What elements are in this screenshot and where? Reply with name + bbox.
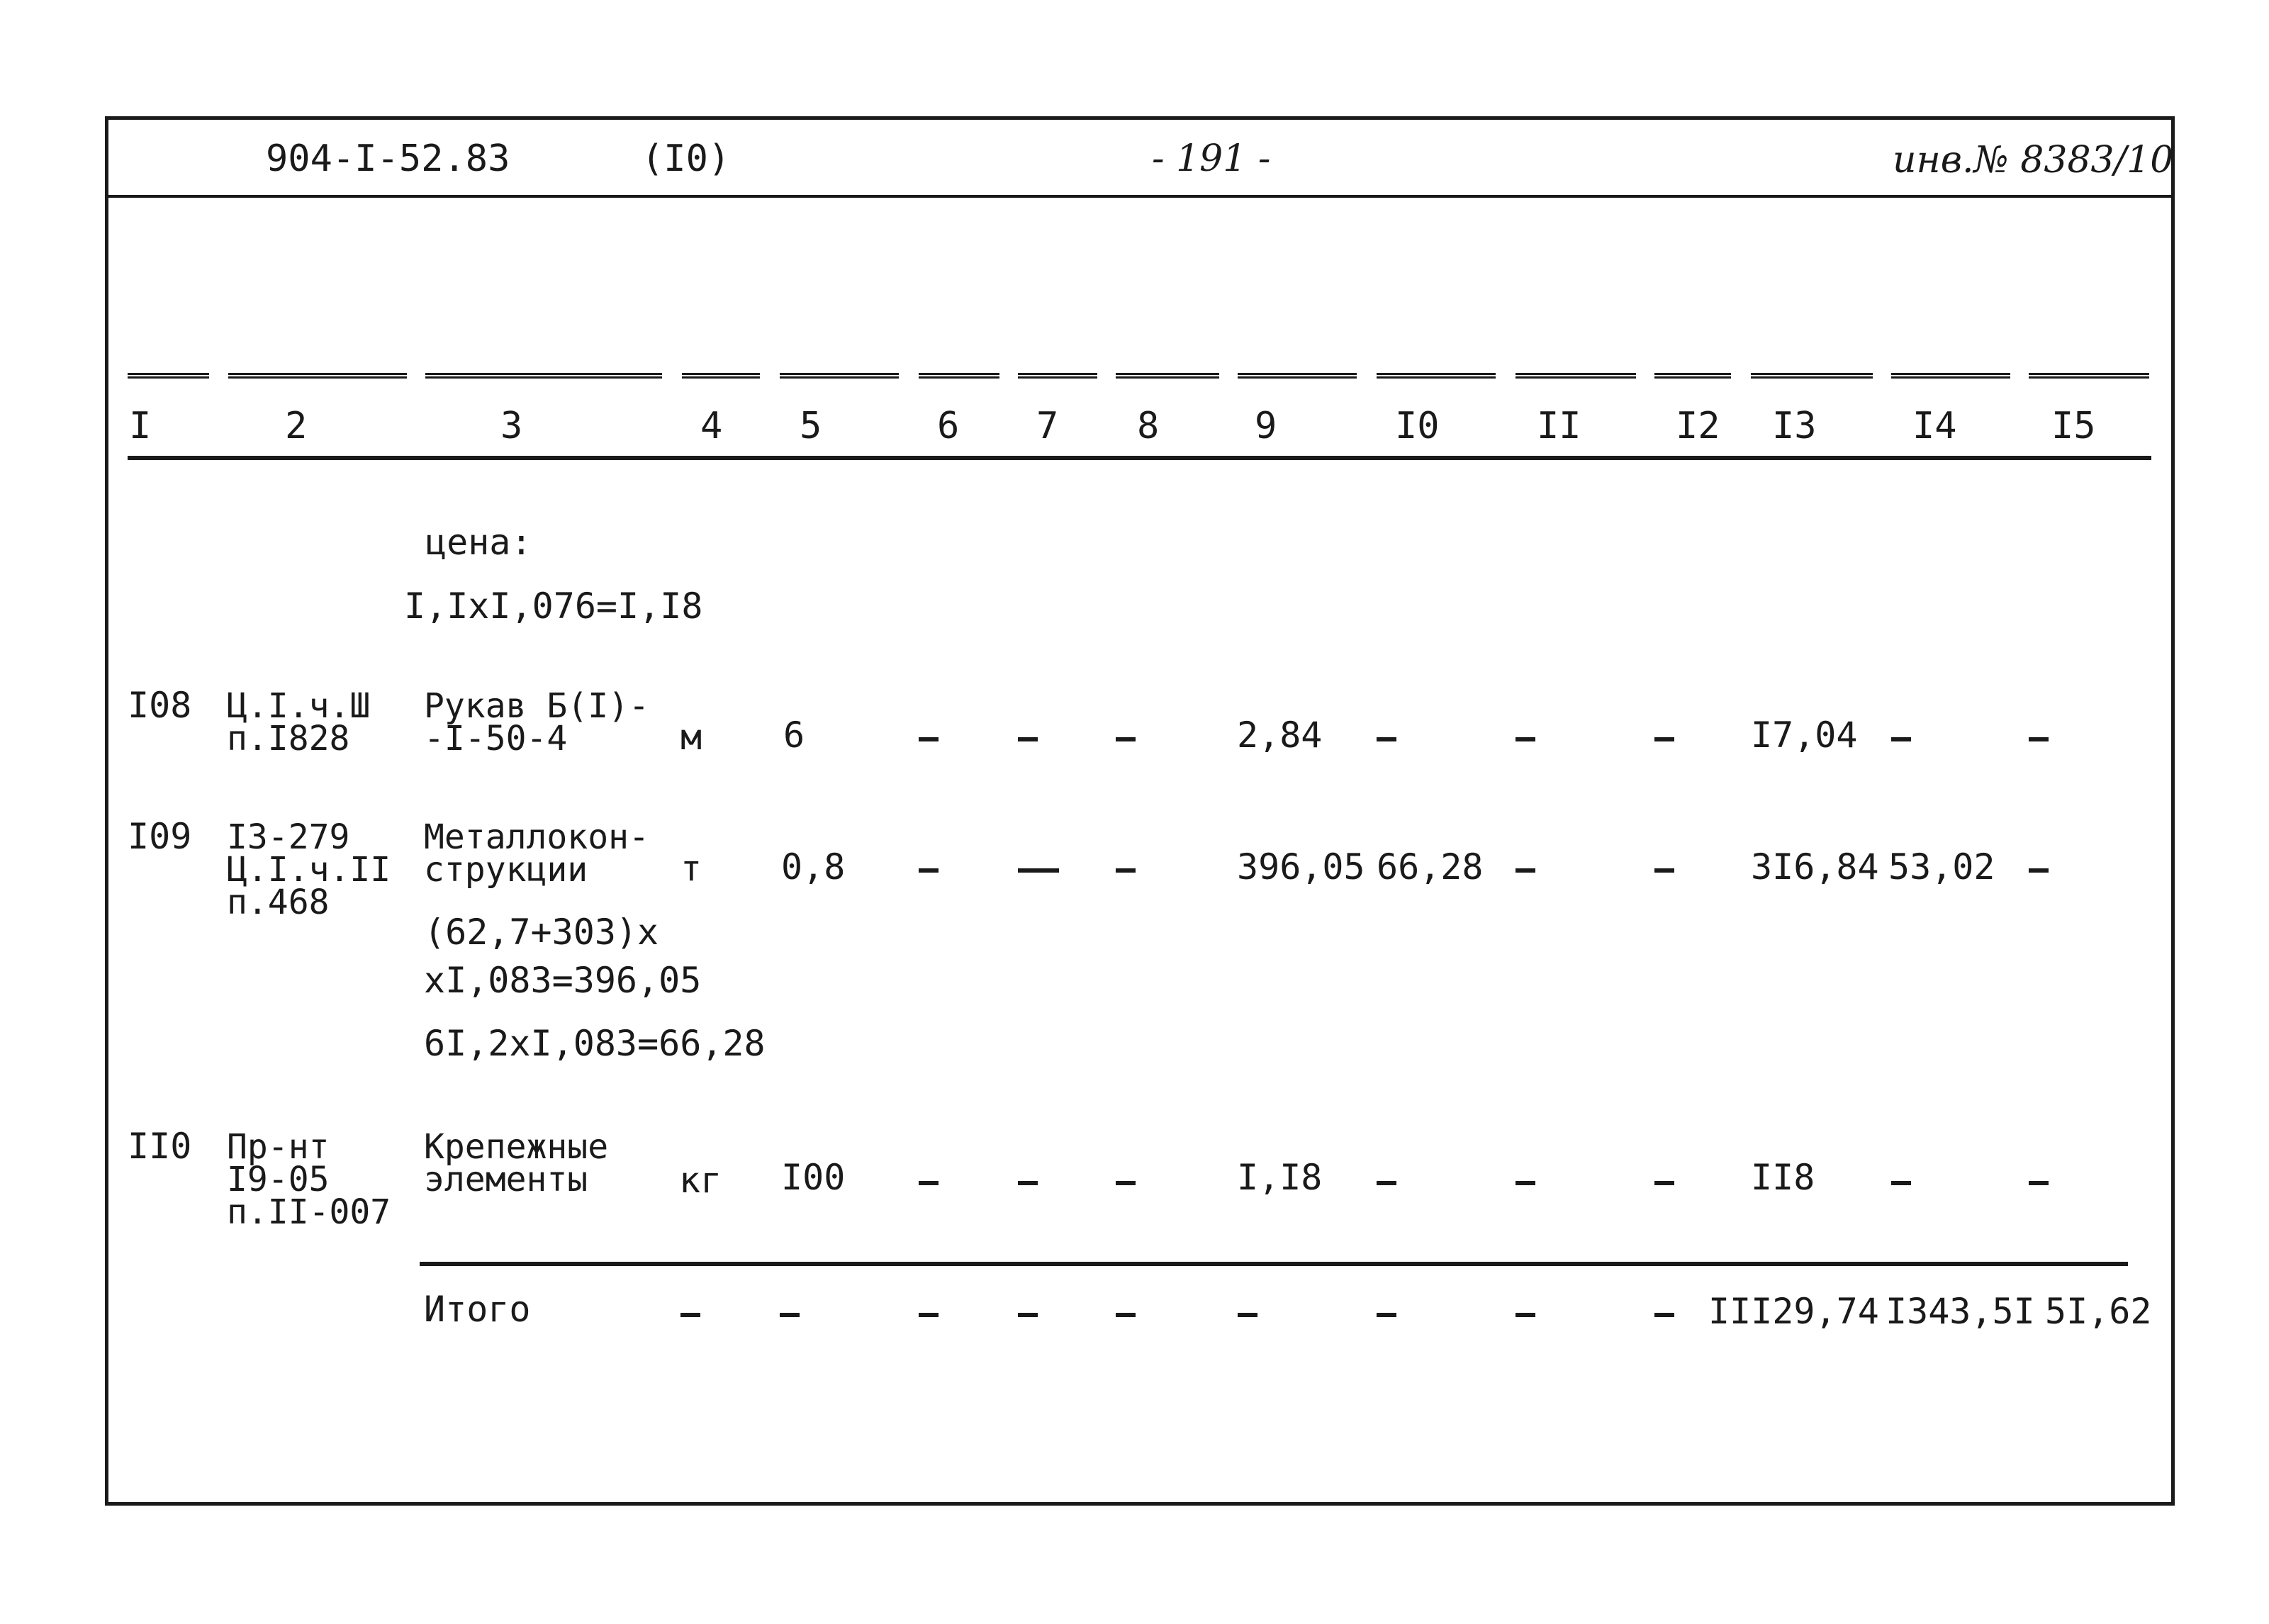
column-rule-1 bbox=[128, 373, 209, 379]
row-dash bbox=[919, 737, 939, 741]
row-code: Ц.I.ч.Ш bbox=[227, 686, 371, 726]
row-dash bbox=[1891, 737, 1911, 741]
total-dash bbox=[1018, 1313, 1038, 1317]
column-rule-12 bbox=[1654, 373, 1731, 379]
total-dash bbox=[1377, 1313, 1396, 1317]
column-rule-10 bbox=[1377, 373, 1496, 379]
row-col13: I7,04 bbox=[1751, 715, 1858, 756]
row-code: I9-05 bbox=[227, 1160, 330, 1199]
row-unit: м bbox=[680, 717, 702, 758]
row-unit: т bbox=[680, 848, 702, 889]
row-col13: 3I6,84 bbox=[1751, 846, 1879, 887]
price-formula: I,IxI,076=I,I8 bbox=[404, 586, 703, 627]
inventory-number: инв.№ 8383/10 bbox=[1893, 139, 2174, 181]
total-col14: I343,5I bbox=[1886, 1291, 2035, 1332]
row-number: I08 bbox=[128, 685, 192, 726]
price-label: цена: bbox=[425, 522, 532, 563]
row-name: Металлокон- bbox=[424, 817, 649, 857]
row-quantity: 0,8 bbox=[781, 846, 846, 887]
column-header-13: I3 bbox=[1772, 405, 1817, 447]
row-dash bbox=[1018, 1181, 1038, 1185]
row-dash bbox=[2029, 737, 2049, 741]
row-name: Рукав Б(I)- bbox=[424, 686, 649, 726]
column-rule-6 bbox=[919, 373, 999, 379]
total-dash bbox=[680, 1313, 700, 1317]
row-col9: I,I8 bbox=[1237, 1157, 1323, 1198]
row-dash bbox=[1377, 737, 1396, 741]
column-header-14: I4 bbox=[1912, 405, 1957, 447]
row-dash bbox=[1116, 737, 1136, 741]
row-dash bbox=[1018, 868, 1059, 873]
row-dash bbox=[919, 1181, 939, 1185]
column-header-9: 9 bbox=[1255, 405, 1277, 447]
total-dash bbox=[1116, 1313, 1136, 1317]
row-col10: 66,28 bbox=[1377, 846, 1484, 887]
column-rule-7 bbox=[1018, 373, 1097, 379]
row-dash bbox=[919, 868, 939, 873]
column-rule-2 bbox=[228, 373, 407, 379]
row-col14: 53,02 bbox=[1888, 846, 1995, 887]
row-note: xI,083=396,05 bbox=[424, 960, 702, 1001]
row-col9: 2,84 bbox=[1237, 715, 1323, 756]
row-dash bbox=[2029, 868, 2049, 873]
total-label: Итого bbox=[424, 1289, 531, 1330]
row-dash bbox=[1654, 868, 1674, 873]
frame-header-divider bbox=[105, 195, 2175, 198]
column-header-2: 2 bbox=[285, 405, 308, 447]
column-rule-15 bbox=[2029, 373, 2149, 379]
column-header-15: I5 bbox=[2051, 405, 2096, 447]
row-dash bbox=[1516, 1181, 1535, 1185]
column-header-1: I bbox=[129, 405, 152, 447]
row-note: 6I,2xI,083=66,28 bbox=[424, 1023, 766, 1064]
row-dash bbox=[1654, 737, 1674, 741]
row-name: -I-50-4 bbox=[424, 719, 568, 758]
column-header-4: 4 bbox=[700, 405, 723, 447]
frame-right bbox=[2171, 116, 2175, 1506]
row-dash bbox=[1654, 1181, 1674, 1185]
column-rule-11 bbox=[1516, 373, 1636, 379]
column-rule-3 bbox=[425, 373, 662, 379]
column-rule-4 bbox=[682, 373, 760, 379]
total-col15: 5I,62 bbox=[2045, 1291, 2152, 1332]
column-rule-14 bbox=[1891, 373, 2010, 379]
row-col13: II8 bbox=[1751, 1157, 1815, 1198]
column-header-8: 8 bbox=[1137, 405, 1160, 447]
row-dash bbox=[1116, 1181, 1136, 1185]
row-code: п.II-007 bbox=[227, 1192, 391, 1232]
row-code: Пр-нт bbox=[227, 1127, 330, 1167]
row-quantity: 6 bbox=[783, 715, 805, 756]
total-dash bbox=[1516, 1313, 1535, 1317]
row-dash bbox=[1516, 737, 1535, 741]
row-col9: 396,05 bbox=[1237, 846, 1365, 887]
total-dash bbox=[780, 1313, 800, 1317]
column-rule-9 bbox=[1238, 373, 1357, 379]
column-header-rule bbox=[128, 456, 2151, 460]
row-dash bbox=[1018, 737, 1038, 741]
row-code: п.468 bbox=[227, 883, 330, 922]
row-dash bbox=[1377, 1181, 1396, 1185]
row-dash bbox=[1891, 1181, 1911, 1185]
row-dash bbox=[1116, 868, 1136, 873]
row-dash bbox=[1516, 868, 1535, 873]
row-code: I3-279 bbox=[227, 817, 350, 857]
column-header-7: 7 bbox=[1036, 405, 1059, 447]
row-code: Ц.I.ч.II bbox=[227, 850, 391, 890]
column-rule-8 bbox=[1116, 373, 1219, 379]
row-quantity: I00 bbox=[781, 1157, 846, 1198]
row-dash bbox=[2029, 1181, 2049, 1185]
row-name: струкции bbox=[424, 850, 588, 890]
total-col13: III29,74 bbox=[1708, 1291, 1879, 1332]
row-number: II0 bbox=[128, 1126, 192, 1167]
row-note: (62,7+303)x bbox=[424, 912, 659, 953]
doc-code: 904-I-52.83 bbox=[266, 138, 510, 180]
frame-top bbox=[105, 116, 2175, 120]
total-rule bbox=[420, 1262, 2128, 1266]
section-number: (I0) bbox=[642, 138, 731, 180]
total-dash bbox=[1654, 1313, 1674, 1317]
row-number: I09 bbox=[128, 816, 192, 857]
column-rule-13 bbox=[1751, 373, 1873, 379]
page-number: - 191 - bbox=[1152, 138, 1271, 180]
total-dash bbox=[1238, 1313, 1257, 1317]
row-name: Крепежные bbox=[424, 1127, 609, 1167]
column-header-12: I2 bbox=[1676, 405, 1720, 447]
row-code: п.I828 bbox=[227, 719, 350, 758]
column-header-11: II bbox=[1537, 405, 1581, 447]
row-name: элементы bbox=[424, 1160, 588, 1199]
column-header-10: I0 bbox=[1395, 405, 1440, 447]
column-rule-5 bbox=[780, 373, 899, 379]
frame-left bbox=[105, 116, 108, 1506]
column-header-6: 6 bbox=[937, 405, 960, 447]
column-header-5: 5 bbox=[800, 405, 822, 447]
frame-bottom bbox=[105, 1502, 2175, 1506]
column-header-3: 3 bbox=[500, 405, 523, 447]
row-unit: кг bbox=[679, 1160, 722, 1201]
total-dash bbox=[919, 1313, 939, 1317]
